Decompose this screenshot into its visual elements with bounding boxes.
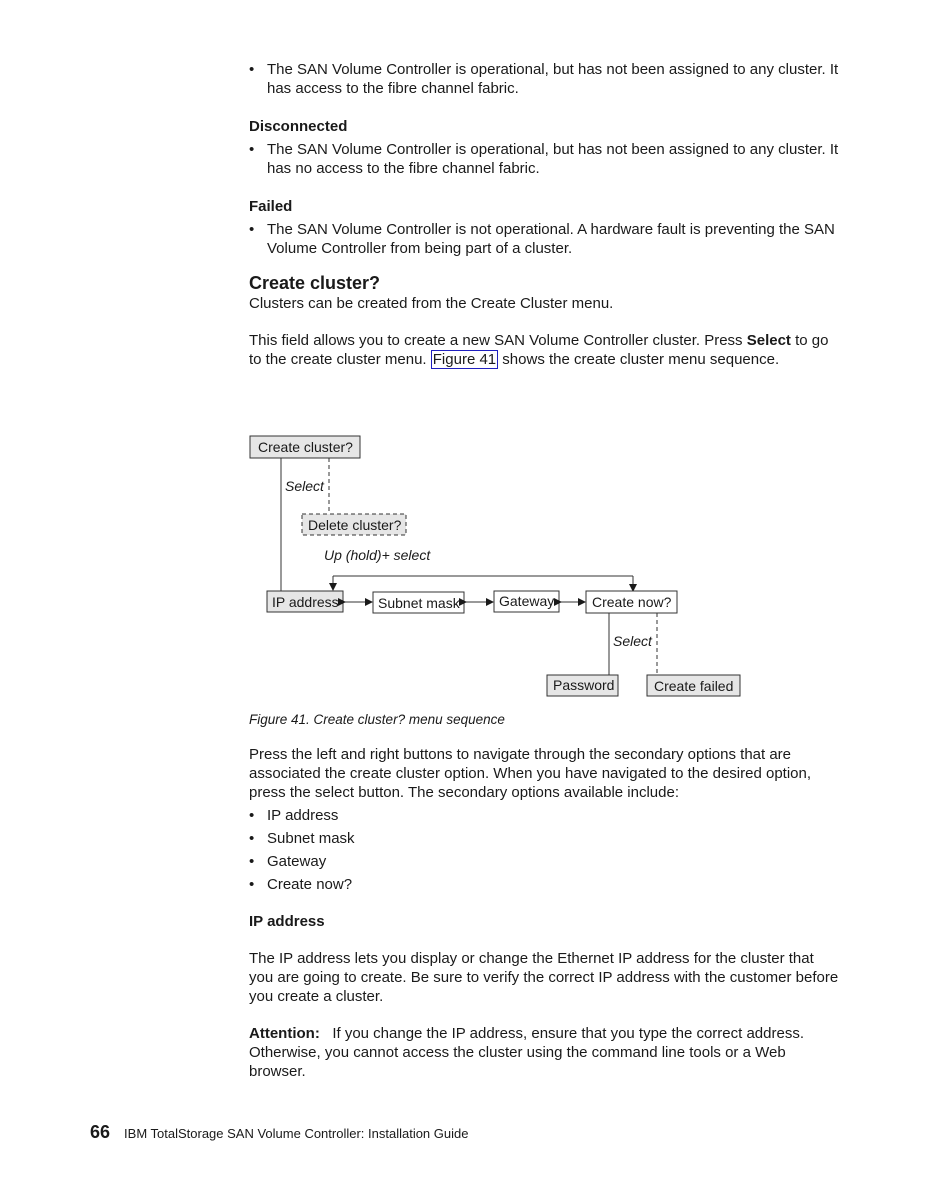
bullet-icon: • [249, 876, 255, 893]
attention-text: If you change the IP address, ensure that you type the correct address. Otherwise, you cannot access the cluster using the command line tools or a Web browser. [249, 1025, 805, 1080]
up-hold-select-label: Up (hold)+ select [324, 547, 431, 563]
lower-content [249, 745, 839, 1081]
section-heading-create-cluster: Create cluster? [249, 273, 381, 293]
section-heading-disconnected: Disconnected [249, 118, 348, 135]
list-item [249, 852, 839, 871]
bullet-text: The SAN Volume Controller is operational, but has not been assigned to any cluster. It has access to the fibre channel fabric. [267, 61, 839, 97]
bullet-icon: • [249, 61, 255, 78]
create-cluster-paragraph [249, 331, 839, 369]
list-item [249, 829, 839, 848]
text-run: This field allows you to create a new SAN Volume Controller cluster. Press [249, 332, 747, 349]
intro-paragraph: Clusters can be created from the Create Cluster menu. [249, 295, 614, 312]
bullet-text: The SAN Volume Controller is not operational. A hardware fault is preventing the SAN Volume Controller from being part of a cluster. [267, 221, 835, 257]
option-text: Gateway [267, 853, 327, 870]
section-heading-ip-address: IP address [249, 913, 325, 930]
subnet-mask-label: Subnet mask [378, 595, 460, 611]
select-label-2: Select [613, 633, 652, 649]
attention-paragraph [249, 1024, 839, 1081]
bullet-icon: • [249, 853, 255, 870]
figure-caption: Figure 41. Create cluster? menu sequence [249, 712, 505, 727]
figure-41-link[interactable]: Figure 41 [432, 351, 497, 368]
bullet-icon: • [249, 807, 255, 824]
option-text: Create now? [267, 876, 353, 893]
page-number: 66 [90, 1122, 111, 1142]
password-label: Password [553, 677, 615, 693]
section-heading-failed: Failed [249, 198, 293, 215]
list-item [249, 60, 839, 98]
list-item [249, 140, 839, 178]
create-failed-label: Create failed [654, 678, 734, 694]
bullet-icon: • [249, 221, 255, 238]
option-text: IP address [267, 807, 339, 824]
navigation-paragraph: Press the left and right buttons to navigate through the secondary options that are associated the create cluster option. When you have navigated to the desired option, press the select button. The secondary options available include: [249, 746, 812, 801]
footer-title: IBM TotalStorage SAN Volume Controller: Installation Guide [124, 1126, 469, 1141]
create-cluster-label: Create cluster? [258, 439, 353, 455]
list-item [249, 875, 839, 894]
bullet-icon: • [249, 830, 255, 847]
select-label: Select [285, 478, 324, 494]
ip-address-paragraph: The IP address lets you display or change the Ethernet IP address for the cluster that you are going to create. Be sure to verify the correct IP address with the customer before you create a cluster. [249, 950, 839, 1005]
bullet-icon: • [249, 141, 255, 158]
menu-sequence-diagram [249, 430, 749, 705]
list-item [249, 220, 839, 258]
page-body [249, 60, 839, 369]
delete-cluster-label: Delete cluster? [308, 517, 402, 533]
gateway-label: Gateway [499, 593, 555, 609]
create-now-label: Create now? [592, 594, 672, 610]
text-run: shows the create cluster menu sequence. [498, 351, 780, 368]
bold-term: Select [746, 332, 791, 349]
option-text: Subnet mask [267, 830, 355, 847]
bullet-text: The SAN Volume Controller is operational, but has not been assigned to any cluster. It has no access to the fibre channel fabric. [267, 141, 839, 177]
ip-address-label: IP address [272, 594, 339, 610]
page-footer [90, 1122, 468, 1143]
attention-label: Attention: [249, 1025, 320, 1042]
list-item [249, 806, 839, 825]
text-run: to go to the create cluster menu. [249, 332, 829, 368]
